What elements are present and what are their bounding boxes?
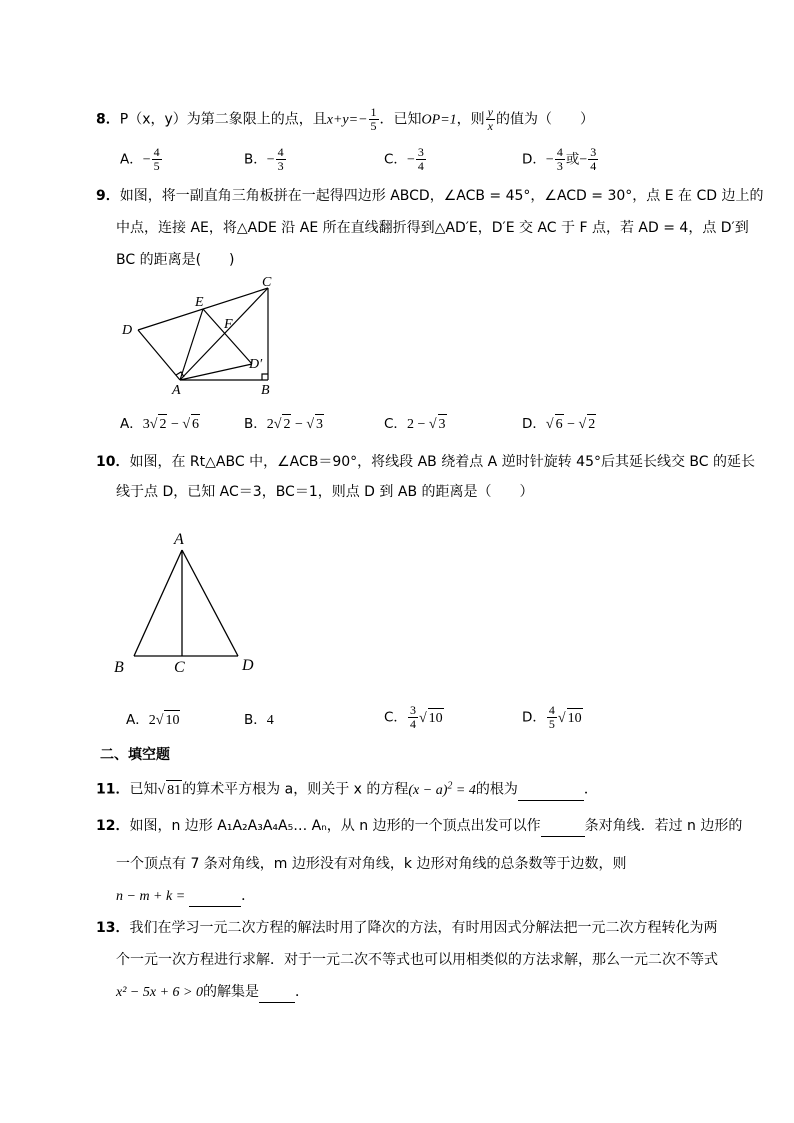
q12-stem-line2 — [116, 854, 626, 874]
q8-option-d-fraction-2 — [588, 146, 598, 173]
q10-option-a-label: A． — [126, 712, 149, 728]
q9-line3: BC 的距离是( ) — [116, 252, 235, 268]
q9-option-a-coef: 3 — [142, 417, 150, 432]
q8-option-c-num: 3 — [417, 145, 424, 159]
q10-line1: 如图，在 Rt△ABC 中，∠ACB＝90°，将线段 AB 绕着点 A 逆时针旋转 45°后其延长线交 BC 的延长 — [129, 454, 756, 470]
q12-number: 12． — [96, 818, 130, 834]
q10-option-d-label: D． — [522, 709, 546, 726]
q11-equation-lhs: (x − a) — [408, 782, 448, 798]
q8-option-d-sign: − — [545, 152, 554, 168]
q9-option-c[interactable] — [384, 414, 447, 435]
q10-option-d-den: 5 — [548, 717, 555, 731]
q8-option-b-num: 4 — [277, 145, 284, 159]
q8-op: OP=1 — [421, 112, 457, 128]
q9-option-a[interactable] — [120, 414, 200, 435]
q9-number: 9． — [96, 188, 120, 204]
q12-line2: 一个顶点有 7 条对角线，m 边形没有对角线，k 边形对角线的总条数等于边数，则 — [116, 856, 627, 872]
q10-edge-a-d — [182, 550, 238, 656]
q11-root: 81 — [166, 780, 182, 801]
q10-option-b-label: B． — [244, 712, 267, 728]
q11-text-c: 的根为 — [475, 781, 518, 798]
q8-option-b-label: B． — [244, 151, 267, 168]
q9-option-b-expr: 2√ 2 − √ 3 — [267, 417, 324, 432]
q9-option-d-r2: 2 — [587, 414, 596, 435]
q13-line2: 个一元一次方程进行求解．对于一元二次不等式也可以用相类似的方法求解，那么一元二次不等式 — [116, 952, 718, 968]
q9-option-a-label: A． — [120, 416, 143, 432]
q12-stem-line1 — [96, 816, 742, 837]
q11-root-expr: √ 81 — [157, 783, 182, 798]
q10-option-b[interactable] — [244, 710, 274, 731]
q9-option-d-r1: 6 — [555, 414, 564, 435]
q13-end: ． — [294, 984, 309, 1000]
q8-option-d-fraction-1 — [555, 146, 565, 173]
q8-option-b[interactable] — [244, 146, 287, 173]
q8-text-b: ．已知 — [379, 111, 422, 128]
q9-option-c-coef: 2 — [406, 417, 414, 432]
q8-text-a: P（x，y）为第二象限上的点，且 — [119, 111, 327, 128]
q10-option-d-fraction — [547, 704, 557, 731]
q10-option-c-num: 3 — [409, 703, 416, 717]
q9-stem-line2 — [116, 218, 749, 238]
q13-stem-line1 — [96, 918, 717, 938]
q9-option-b-coef: 2 — [266, 417, 274, 432]
q9-option-b[interactable] — [244, 414, 324, 435]
q8-ratio-num: y — [487, 105, 493, 119]
q8-option-d-sign2: − — [579, 152, 588, 168]
q10-option-d-root: √ 10 — [558, 711, 583, 726]
q13-stem-line2 — [116, 950, 718, 970]
q13-number: 13． — [96, 920, 130, 936]
q9-edge-a-dprime — [180, 364, 252, 380]
q11-stem — [96, 776, 598, 801]
q10-option-b-value: 4 — [266, 713, 274, 728]
q8-option-d-num2: 3 — [590, 145, 597, 159]
q8-option-a-sign: − — [142, 152, 151, 168]
q11-answer-blank[interactable] — [518, 780, 584, 801]
q8-ratio-fraction — [486, 106, 495, 133]
q10-label-a: A — [174, 531, 184, 548]
q10-stem-line2 — [116, 482, 534, 502]
q10-option-a-expr: 2√ 10 — [149, 713, 181, 728]
q13-line1: 我们在学习一元二次方程的解法时用了降次的方法，有时用因式分解法把一元二次方程转化为两 — [129, 920, 718, 936]
q8-option-c-fraction — [416, 146, 426, 173]
q9-figure — [116, 276, 286, 398]
q9-option-b-r2: 3 — [315, 414, 324, 435]
q9-edge-a-e — [180, 309, 203, 380]
q8-option-a-label: A． — [120, 151, 143, 168]
q10-label-b: B — [114, 659, 124, 676]
q8-option-a-num: 4 — [153, 145, 160, 159]
q9-option-d[interactable] — [522, 414, 596, 435]
q13-stem-line3 — [116, 982, 309, 1003]
q8-option-c-label: C． — [384, 151, 407, 168]
q8-option-b-sign: − — [266, 152, 275, 168]
q10-option-c-label: C． — [384, 709, 407, 726]
q11-equation-rhs: = 4 — [452, 782, 476, 798]
q11-equation — [408, 780, 476, 798]
q12-end: ． — [241, 888, 256, 904]
q9-line2: 中点，连接 AE，将△ADE 沿 AE 所在直线翻折得到△AD′E，D′E 交 AC 于 F 点，若 AD = 4，点 D′到 — [116, 220, 749, 236]
q8-option-d-den: 3 — [556, 159, 563, 173]
q11-text-a: 已知 — [129, 781, 158, 798]
q11-equation-exp: 2 — [447, 780, 453, 791]
q8-ratio-den: x — [487, 119, 493, 133]
q9-option-a-r1: 2 — [158, 414, 167, 435]
q9-option-a-expr: 3√ 2 − √ 6 — [143, 417, 200, 432]
q10-stem-line1 — [96, 452, 755, 472]
q10-option-c[interactable] — [384, 704, 444, 731]
q9-stem-line1 — [96, 186, 763, 206]
q9-option-c-op: − — [417, 417, 426, 432]
q10-option-d-rad: 10 — [567, 708, 583, 729]
q9-label-c: C — [262, 276, 272, 290]
q10-label-d: D — [242, 657, 254, 674]
q10-option-c-fraction — [408, 704, 418, 731]
q9-option-d-expr: √ 6 − √ 2 — [546, 417, 596, 432]
section-fill-in-title: 二、填空题 — [100, 747, 170, 763]
q8-option-d[interactable] — [522, 146, 599, 173]
q8-option-d-or: 或 — [565, 151, 580, 168]
q8-option-a-den: 5 — [153, 159, 160, 173]
q10-option-c-den: 4 — [409, 717, 416, 731]
q12-stem-line3 — [116, 886, 255, 907]
q12-line1-b: 条对角线．若过 n 边形的 — [584, 818, 743, 834]
q13-line3-text: 的解集是 — [202, 984, 259, 1000]
q10-option-d-num: 4 — [548, 703, 555, 717]
q10-number: 10． — [96, 454, 130, 470]
q9-label-b: B — [261, 383, 270, 398]
q10-figure — [110, 528, 270, 678]
q8-cond-frac-den: 5 — [370, 119, 377, 133]
q9-option-c-label: C． — [384, 416, 407, 432]
q8-cond-frac-num: 1 — [370, 105, 377, 119]
q8-option-d-num: 4 — [556, 145, 563, 159]
q9-option-b-op: − — [294, 417, 303, 432]
q9-option-a-r2: 6 — [191, 414, 200, 435]
q9-label-a: A — [172, 383, 181, 398]
q8-cond: x+y=− — [326, 112, 368, 128]
q12-answer-blank-2[interactable] — [189, 886, 241, 907]
q9-label-e: E — [195, 295, 204, 310]
q8-option-d-label: D． — [522, 151, 546, 168]
q10-option-a[interactable] — [126, 710, 180, 731]
q8-option-a[interactable] — [120, 146, 163, 173]
q9-option-d-op: − — [567, 417, 575, 432]
q12-line3-expr: n − m + k = — [116, 889, 186, 904]
q8-option-c-den: 4 — [417, 159, 424, 173]
q9-option-d-label: D． — [522, 416, 546, 432]
q8-cond-fraction — [369, 106, 379, 133]
q9-option-b-r1: 2 — [282, 414, 291, 435]
q9-label-dprime: D′ — [249, 357, 263, 372]
q8-stem — [96, 106, 594, 133]
q9-edge-d-a — [138, 330, 180, 380]
q10-option-a-rad: 10 — [164, 710, 180, 731]
q8-option-b-den: 3 — [277, 159, 284, 173]
q12-line1-a: 如图，n 边形 A₁A₂A₃A₄A₅… Aₙ，从 n 边形的一个顶点出发可以作 — [129, 818, 541, 834]
q9-option-c-r2: 3 — [438, 414, 447, 435]
q8-option-b-fraction — [276, 146, 286, 173]
q10-option-d[interactable] — [522, 704, 583, 731]
q9-option-a-op: − — [170, 417, 179, 432]
q10-option-c-root: √ 10 — [419, 711, 444, 726]
q8-text-d: 的值为（ ） — [495, 111, 594, 128]
q8-option-a-fraction — [152, 146, 162, 173]
q10-option-c-rad: 10 — [428, 708, 444, 729]
q11-text-b: 的算术平方根为 a，则关于 x 的方程 — [182, 781, 409, 798]
q9-label-d: D — [122, 323, 133, 338]
q8-text-c: ，则 — [456, 111, 485, 128]
q9-stem-line3 — [116, 250, 235, 270]
q13-answer-blank[interactable] — [259, 982, 295, 1003]
q9-option-c-expr: 2 − √ 3 — [407, 417, 447, 432]
q11-end: ． — [583, 781, 598, 798]
q13-line3-expr: x² − 5x + 6 > 0 — [116, 985, 203, 1000]
q10-line2: 线于点 D，已知 AC＝3，BC＝1，则点 D 到 AB 的距离是（ ） — [116, 484, 534, 500]
q8-option-d-den2: 4 — [590, 159, 597, 173]
q10-option-a-coef: 2 — [148, 713, 156, 728]
q8-number: 8． — [96, 111, 120, 128]
q8-option-c-sign: − — [406, 152, 415, 168]
q8-option-c[interactable] — [384, 146, 427, 173]
q10-label-c: C — [174, 659, 185, 676]
q9-option-b-label: B． — [244, 416, 267, 432]
q10-edge-a-b — [134, 550, 182, 656]
q11-number: 11． — [96, 781, 130, 798]
q9-line1: 如图，将一副直角三角板拼在一起得四边形 ABCD，∠ACB = 45°，∠ACD = 30°，点 E 在 CD 边上的 — [119, 188, 764, 204]
q12-answer-blank-1[interactable] — [541, 816, 585, 837]
q9-label-f: F — [224, 317, 233, 332]
q9-right-angle-b — [262, 374, 268, 380]
